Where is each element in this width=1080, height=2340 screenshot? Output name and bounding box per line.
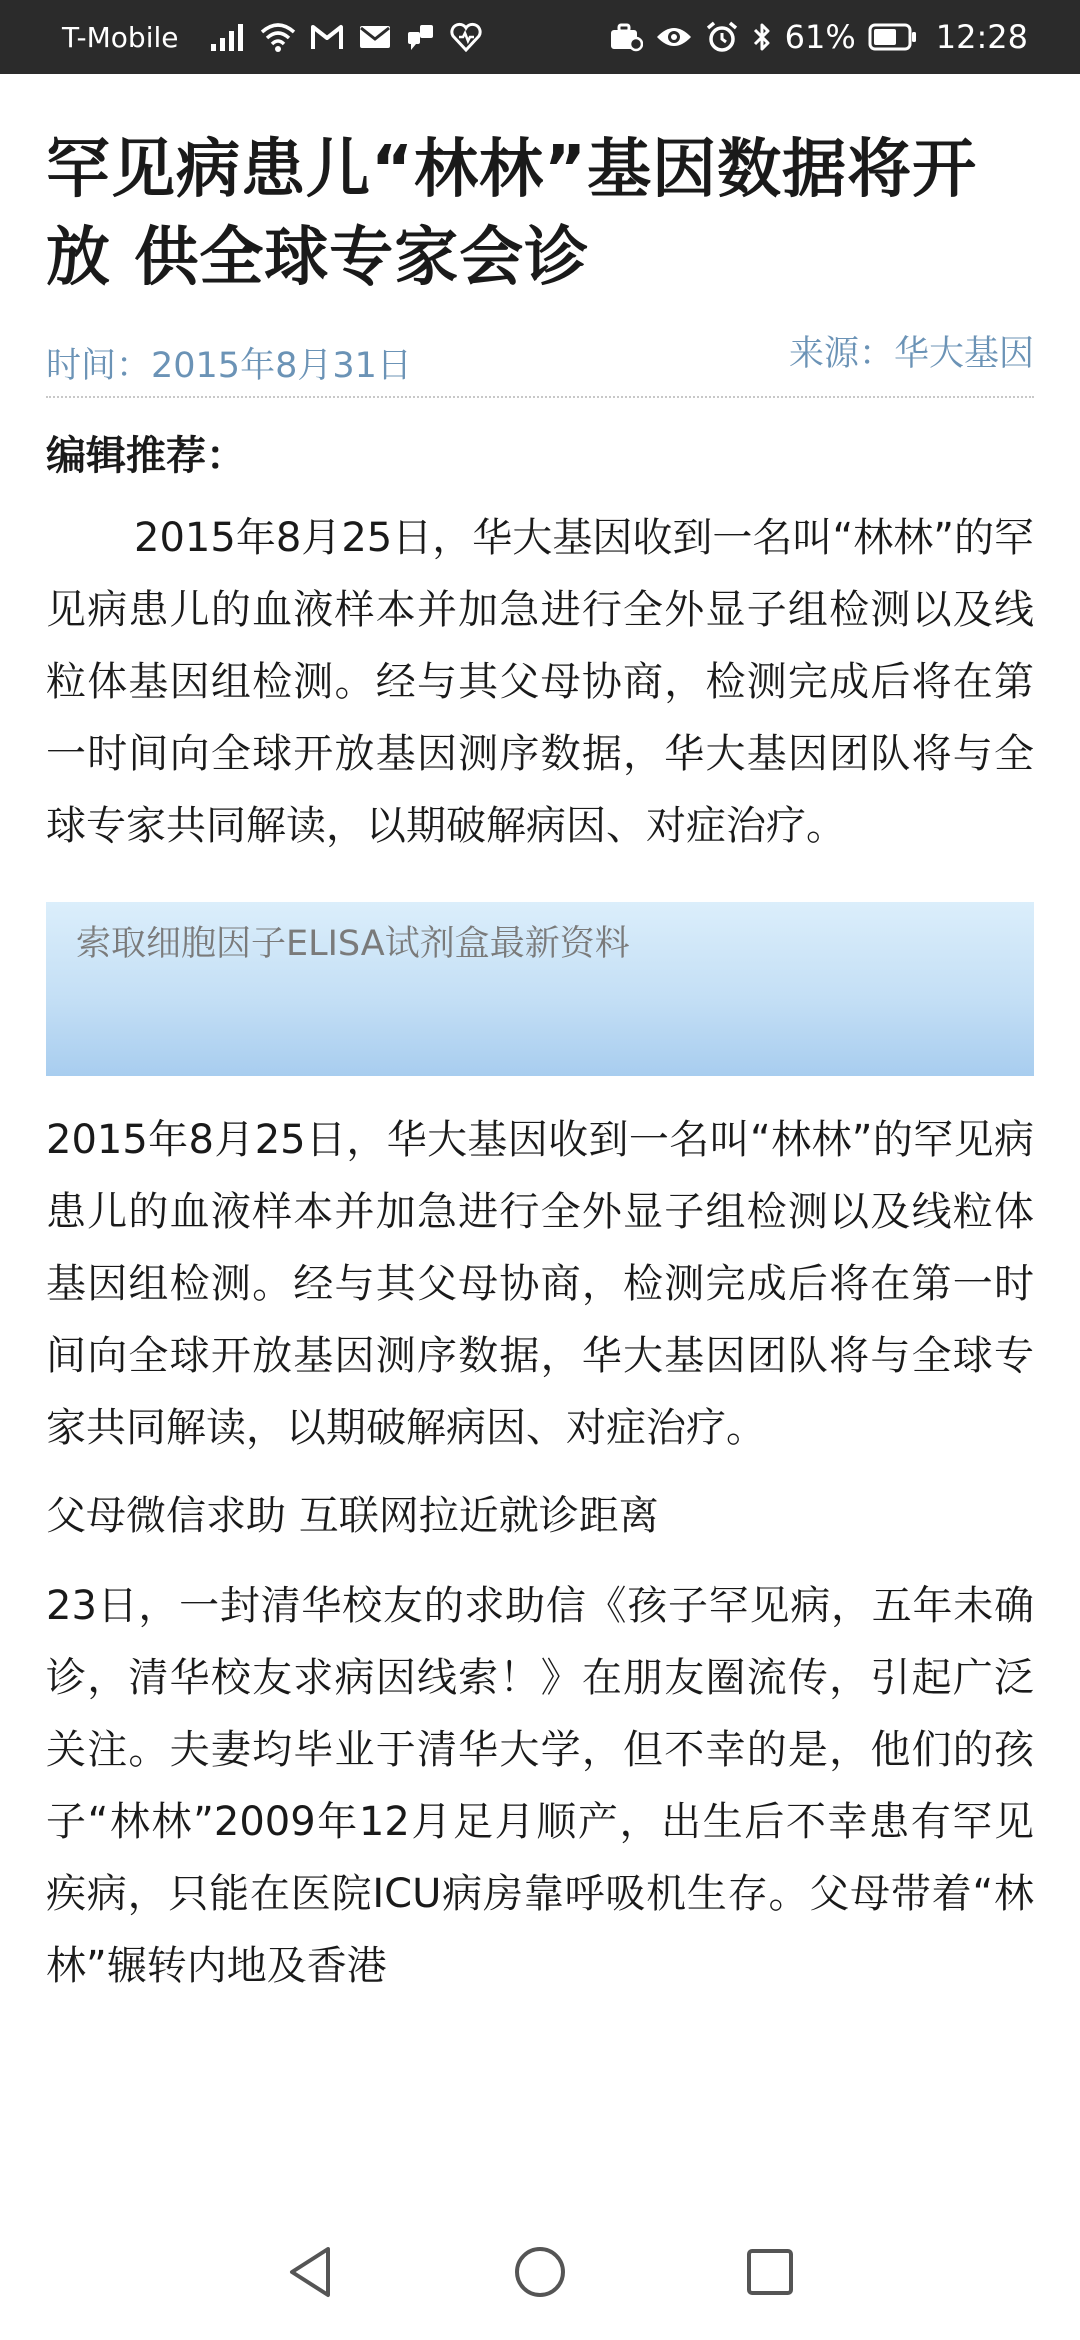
recents-button[interactable] [710, 2222, 830, 2322]
alarm-icon [705, 20, 739, 54]
back-button[interactable] [250, 2222, 370, 2322]
signal-icon [210, 20, 246, 54]
section-subheading: 父母微信求助 互联网拉近就诊距离 [46, 1493, 659, 1539]
recents-square-icon [744, 2246, 796, 2298]
body-paragraph: 2015年8月25日，华大基因收到一名叫“林林”的罕见病患儿的血液样本并加急进行全外显子组检测以及线粒体基因组检测。经与其父母协商，检测完成后将在第一时间向全球开放基因测序数据，华大基因团队将与全球专家共同解读，以期破解病因、对症治疗。 [46, 1117, 1034, 1451]
battery-percent: 61% [784, 18, 856, 56]
heart-app-icon [450, 20, 482, 54]
article-title: 罕见病患儿“林林”基因数据将开放 供全球专家会诊 [46, 133, 978, 295]
bluetooth-icon [751, 20, 773, 54]
article [0, 126, 1080, 2002]
eye-icon [655, 20, 693, 54]
article-source[interactable]: 来源：华大基因 [788, 334, 1034, 374]
status-left [62, 20, 482, 54]
clock: 12:28 [935, 18, 1028, 56]
ad-banner[interactable] [46, 902, 1034, 1076]
battery-icon [868, 20, 918, 54]
wifi-icon [260, 20, 296, 54]
chat-icon [406, 20, 436, 54]
home-circle-icon [512, 2244, 568, 2300]
editor-intro-paragraph: 2015年8月25日，华大基因收到一名叫“林林”的罕见病患儿的血液样本并加急进行全外显子组检测以及线粒体基因组检测。经与其父母协商，检测完成后将在第一时间向全球开放基因测序数据，华大基因团队将与全球专家共同解读，以期破解病因、对症治疗。 [46, 515, 1034, 849]
body-paragraph: 23日，一封清华校友的求助信《孩子罕见病，五年未确诊，清华校友求病因线索！》在朋友圈流传，引起广泛关注。夫妻均毕业于清华大学，但不幸的是，他们的孩子“林林”2009年12月足月顺产，出生后不幸患有罕见疾病，只能在医院ICU病房靠呼吸机生存。父母带着“林林”辗转内地及香港 [46, 1583, 1034, 1989]
ad-banner-text[interactable]: 索取细胞因子ELISA试剂盒最新资料 [76, 924, 630, 964]
carrier-name: T-Mobile [62, 20, 179, 54]
mail-icon [358, 20, 392, 54]
article-meta [46, 316, 1034, 398]
status-right [609, 18, 1028, 56]
gmail-icon [310, 20, 344, 54]
navigation-bar [0, 2204, 1080, 2340]
status-bar [0, 0, 1080, 74]
home-button[interactable] [480, 2222, 600, 2322]
publish-time: 时间：2015年8月31日 [46, 346, 412, 386]
editor-recommendation-label: 编辑推荐： [46, 433, 246, 479]
back-triangle-icon [284, 2244, 336, 2300]
briefcase-icon [609, 20, 643, 54]
article-scroll-area[interactable] [0, 74, 1080, 2204]
